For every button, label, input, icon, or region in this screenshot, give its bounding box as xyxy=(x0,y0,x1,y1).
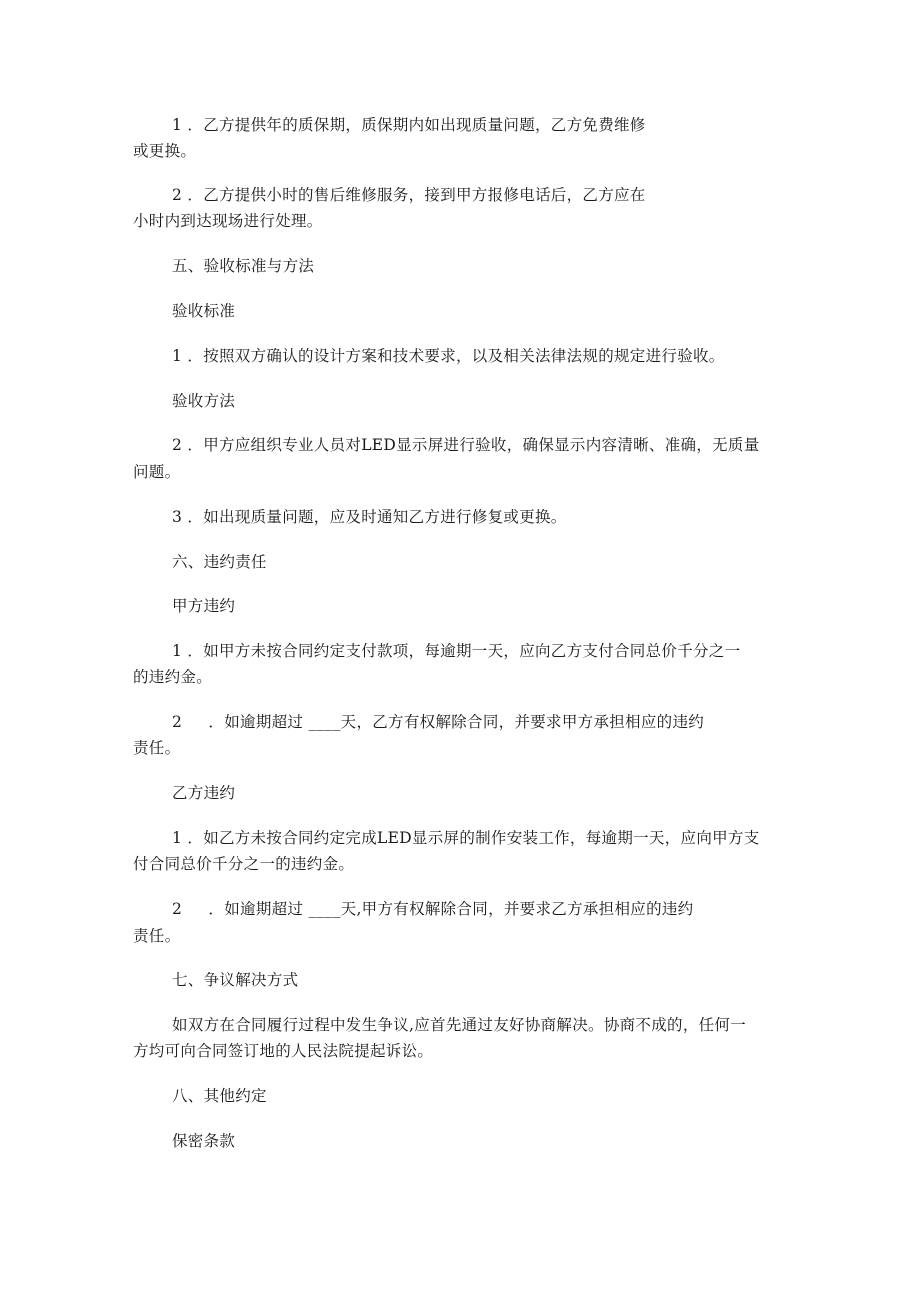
acceptance-clause-3: 3 ．如出现质量问题，应及时通知乙方进行修复或更换。 xyxy=(172,508,567,526)
party-b-clause-1-line-2: 付合同总价千分之一的违约金。 xyxy=(133,855,355,873)
party-a-clause-2-line-2: 责任。 xyxy=(133,739,181,757)
party-b-clause-2-line-2: 责任。 xyxy=(133,927,181,945)
subheading-acceptance-method: 验收方法 xyxy=(172,392,236,410)
party-b-clause-1-line-1: 1 ．如乙方未按合同约定完成LED显示屏的制作安装工作，每逾期一天，应向甲方支 xyxy=(172,829,760,847)
dispute-clause-line-1: 如双方在合同履行过程中发生争议,应首先通过友好协商解决。协商不成的，任何一 xyxy=(172,1016,747,1034)
subheading-party-b-breach: 乙方违约 xyxy=(172,784,236,802)
subheading-acceptance-standard: 验收标准 xyxy=(172,302,236,320)
service-clause-2-line-2: 小时内到达现场进行处理。 xyxy=(133,212,323,230)
subheading-confidentiality: 保密条款 xyxy=(172,1132,236,1150)
party-b-clause-2-line-1: 2 ．如逾期超过 ____天,甲方有权解除合同，并要求乙方承担相应的违约 xyxy=(172,900,694,918)
service-clause-2-line-1: 2 ．乙方提供小时的售后维修服务，接到甲方报修电话后，乙方应在 xyxy=(172,186,646,204)
subheading-party-a-breach: 甲方违约 xyxy=(172,597,236,615)
party-a-clause-1-line-2: 的违约金。 xyxy=(133,668,213,686)
acceptance-clause-2-line-1: 2 ．甲方应组织专业人员对LED显示屏进行验收，确保显示内容清晰、准确，无质量 xyxy=(172,436,760,454)
dispute-clause-line-2: 方均可向合同签订地的人民法院提起诉讼。 xyxy=(133,1042,434,1060)
acceptance-clause-2-line-2: 问题。 xyxy=(133,463,181,481)
section-heading-breach: 六、违约责任 xyxy=(172,553,267,571)
warranty-clause-1-line-2: 或更换。 xyxy=(133,142,197,160)
acceptance-clause-1: 1 ．按照双方确认的设计方案和技术要求，以及相关法律法规的规定进行验收。 xyxy=(172,347,725,365)
section-heading-other: 八、其他约定 xyxy=(172,1087,267,1105)
warranty-clause-1-line-1: 1 ．乙方提供年的质保期，质保期内如出现质量问题，乙方免费维修 xyxy=(172,116,646,134)
party-a-clause-1-line-1: 1 ．如甲方未按合同约定支付款项，每逾期一天，应向乙方支付合同总价千分之一 xyxy=(172,642,741,660)
party-a-clause-2-line-1: 2 ．如逾期超过 ____天，乙方有权解除合同，并要求甲方承担相应的违约 xyxy=(172,713,705,731)
section-heading-acceptance: 五、验收标准与方法 xyxy=(172,257,315,275)
section-heading-dispute: 七、争议解决方式 xyxy=(172,971,299,989)
